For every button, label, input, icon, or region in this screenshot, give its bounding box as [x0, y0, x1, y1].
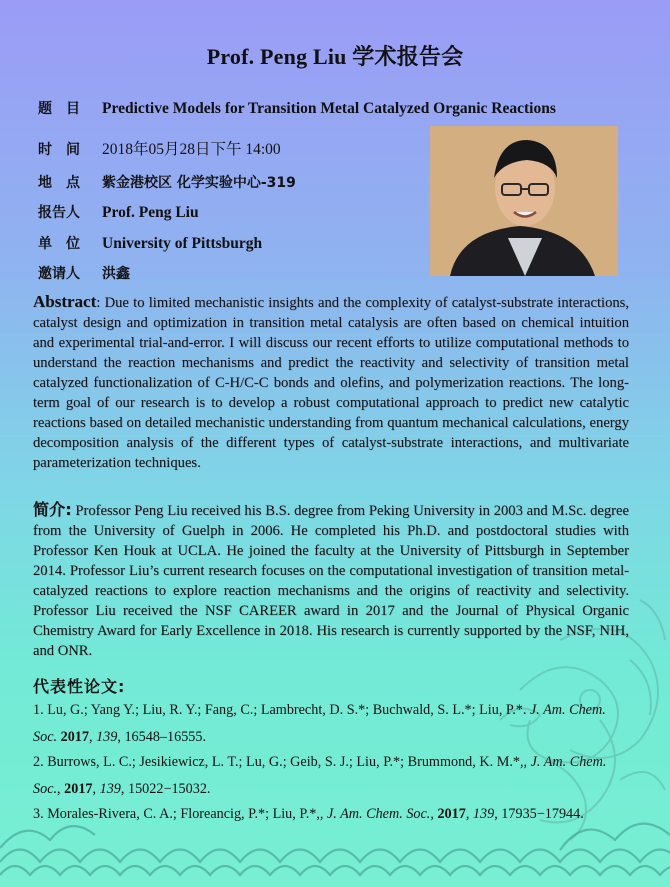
info-host — [38, 263, 130, 283]
paper-volume: 139 — [472, 806, 495, 822]
paper-volume: 139 — [99, 781, 121, 797]
abstract-text: : Due to limited mechanistic insights and the complexity of catalyst-substrate interactions, catalyst design and optimization in transition metal catalysis are often based on chemical intuition and experimental trial-and-error. I will discuss our recent efforts to utilize computational methods to understand the reaction mechanisms and predict the reactivity and selectivity of transition metal catalyzed functionalization of C-H/C-C bonds and olefins, and polymerization reactions. The long-term goal of our research is to develop a robust computational approach to predict new catalytic reactions based on detailed mechanistic understanding from quantum mechanical calculations, energy decomposition analysis of the different types of catalyst-substrate interactions, and multivariate parameterization techniques. — [33, 295, 629, 471]
bio-text: Professor Peng Liu received his B.S. degree from Peking University in 2003 and M.Sc. degree from the University of Guelph in 2006. He completed his Ph.D. and postdoctoral studies with Professor Ken Houk at UCLA. He joined the faculty at the University of Pittsburgh in September 2014. Professor Liu’s current research focuses on the computational investigation of transition metal-catalyzed reactions to explore reaction mechanisms and the origins of reactivity and selectivity. Professor Liu received the NSF CAREER award in 2017 and the Journal of Physical Organic Chemistry Award for Early Excellence in 2018. His research is currently supported by the NSF, NIH, and ONR. — [33, 503, 629, 659]
paper-pages: , 17935−17944. — [494, 806, 584, 822]
info-affiliation-value: University of Pittsburgh — [102, 235, 263, 252]
info-location-value: 紫金港校区 化学实验中心-319 — [102, 175, 296, 191]
paper-authors: 2. Burrows, L. C.; Jesikiewicz, L. T.; Lu, G.; Geib, S. J.; Liu, P.*; Brummond, K. M.*, — [33, 754, 524, 770]
info-location — [38, 172, 296, 192]
info-host-value: 洪鑫 — [102, 266, 130, 282]
info-time-value: 2018年05月28日下午 14:00 — [102, 141, 281, 158]
paper-authors: 1. Lu, G.; Yang Y.; Liu, R. Y.; Fang, C.; Lambrecht, D. S.*; Buchwald, S. L.*; Liu, P.*. — [33, 702, 527, 718]
paper-pages: , 15022−15032. — [120, 781, 211, 797]
info-topic-value: Predictive Models for Transition Metal Catalyzed Organic Reactions — [102, 100, 556, 117]
paper-authors: 3. Morales-Rivera, C. A.; Floreancig, P.*; Liu, P.*, — [33, 806, 320, 822]
info-affiliation — [38, 233, 262, 253]
info-topic-label: 题 目 — [38, 101, 80, 117]
info-topic — [38, 98, 556, 118]
info-speaker — [38, 202, 199, 222]
paper-journal: J. Am. Chem. Soc. — [33, 754, 607, 797]
info-location-label: 地 点 — [38, 175, 80, 191]
paper-journal: J. Am. Chem. Soc. — [33, 702, 606, 745]
info-time-label: 时 间 — [38, 142, 80, 158]
bio-heading: 简介: — [33, 500, 72, 519]
page-title: Prof. Peng Liu 学术报告会 — [206, 44, 464, 69]
paper-year: 2017 — [64, 781, 93, 797]
paper-separator: , — [523, 754, 531, 770]
info-speaker-label: 报告人 — [38, 205, 80, 221]
paper-item-2: 2. Burrows, L. C.; Jesikiewicz, L. T.; Lu, G.; Geib, S. J.; Liu, P.*; Brummond, K. M.*,, J. Am. Chem. Soc., 2017, 139, 15022−15032. — [33, 754, 607, 797]
info-time — [38, 137, 281, 159]
paper-item-1: 1. Lu, G.; Yang Y.; Liu, R. Y.; Fang, C.; Lambrecht, D. S.*; Buchwald, S. L.*; Liu, P.*. J. Am. Chem. Soc. 2017, 139, 16548–16555. — [33, 702, 606, 745]
bio-section — [33, 500, 629, 661]
info-affiliation-label: 单 位 — [38, 236, 80, 252]
abstract-heading: Abstract — [33, 292, 97, 311]
speaker-photo — [430, 126, 618, 276]
info-speaker-value: Prof. Peng Liu — [102, 204, 199, 221]
info-host-label: 邀请人 — [38, 266, 80, 282]
paper-separator: , — [319, 806, 327, 822]
paper-year: 2017 — [60, 729, 89, 745]
paper-pages: , 16548–16555. — [117, 729, 207, 745]
paper-journal: J. Am. Chem. Soc. — [326, 806, 431, 822]
paper-volume: 139 — [96, 729, 118, 745]
papers-heading: 代表性论文: — [33, 677, 126, 696]
abstract-section — [33, 292, 629, 473]
paper-year: 2017 — [437, 806, 466, 822]
paper-item-3: 3. Morales-Rivera, C. A.; Floreancig, P.*; Liu, P.*,, J. Am. Chem. Soc., 2017, 139, 17935−17944. — [33, 806, 584, 822]
